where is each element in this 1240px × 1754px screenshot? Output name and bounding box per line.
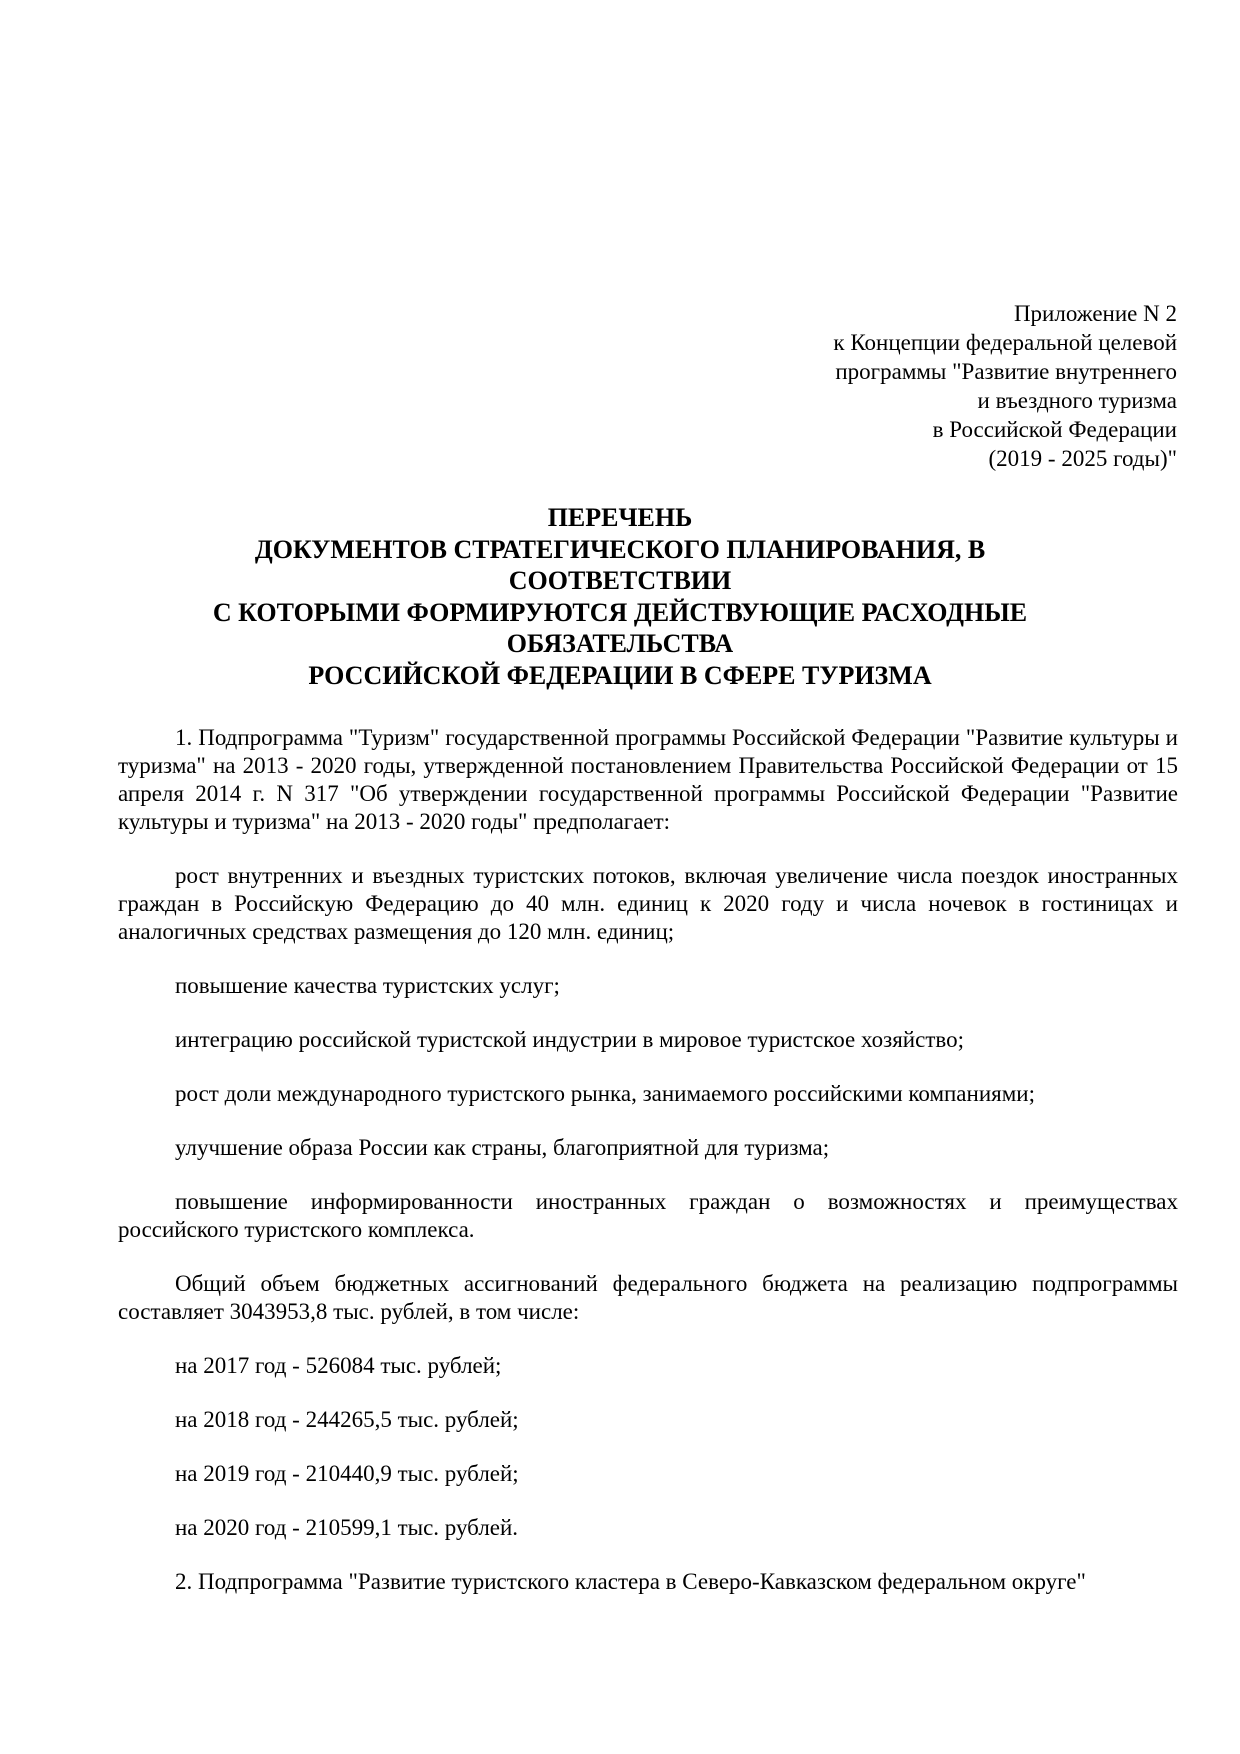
- title-line: С КОТОРЫМИ ФОРМИРУЮТСЯ ДЕЙСТВУЮЩИЕ РАСХОДНЫЕ: [212, 597, 1028, 627]
- paragraph-budget-2018: на 2018 год - 244265,5 тыс. рублей;: [175, 1407, 519, 1432]
- document-body: [118, 724, 1178, 1622]
- appendix-line: и въездного туризма: [977, 388, 1177, 413]
- title-line: РОССИЙСКОЙ ФЕДЕРАЦИИ В СФЕРЕ ТУРИЗМА: [308, 660, 932, 690]
- appendix-line: программы "Развитие внутреннего: [835, 359, 1177, 384]
- paragraph-subprogram-2: 2. Подпрограмма "Развитие туристского кластера в Северо-Кавказском федеральном округе": [175, 1569, 1086, 1594]
- appendix-line: в Российской Федерации: [932, 417, 1177, 442]
- paragraph-budget-2019: на 2019 год - 210440,9 тыс. рублей;: [175, 1461, 519, 1486]
- paragraph-integration: интеграцию российской туристской индустрии в мировое туристское хозяйство;: [175, 1027, 964, 1052]
- document-title: [0, 502, 1240, 691]
- paragraph-awareness: повышение информированности иностранных граждан о возможностях и преимуществах российского туристского комплекса.: [118, 1189, 1178, 1242]
- appendix-line: к Концепции федеральной целевой: [833, 330, 1177, 355]
- appendix-line: Приложение N 2: [1013, 301, 1177, 326]
- paragraph-image: улучшение образа России как страны, благоприятной для туризма;: [175, 1135, 830, 1160]
- appendix-line: (2019 - 2025 годы)": [988, 446, 1177, 471]
- paragraph-budget-2020: на 2020 год - 210599,1 тыс. рублей.: [175, 1515, 519, 1540]
- title-line: ОБЯЗАТЕЛЬСТВА: [506, 629, 734, 658]
- paragraph-budget-total: Общий объем бюджетных ассигнований федерального бюджета на реализацию подпрограммы составляет 3043953,8 тыс. рублей, в том числе:: [118, 1271, 1178, 1324]
- appendix-reference: [833, 299, 1177, 473]
- paragraph-service-quality: повышение качества туристских услуг;: [175, 973, 560, 998]
- paragraph-subprogram-1: 1. Подпрограмма "Туризм" государственной программы Российской Федерации "Развитие культуры и туризма" на 2013 - 2020 годы, утвержденной постановлением Правительства Российской Федерации от 15 апреля 2014 г. N 317 "Об утверждении государственной программы Российской Федерации "Развитие культуры и туризма" на 2013 - 2020 годы" предполагает:: [118, 725, 1178, 834]
- title-line: СООТВЕТСТВИИ: [508, 566, 732, 595]
- title-line: ПЕРЕЧЕНЬ: [547, 503, 693, 532]
- paragraph-tourist-flows: рост внутренних и въездных туристских потоков, включая увеличение числа поездок иностранных граждан в Российскую Федерацию до 40 млн. единиц к 2020 году и числа ночевок в гостиницах и аналогичных средствах размещения до 120 млн. единиц;: [118, 863, 1178, 944]
- paragraph-market-share: рост доли международного туристского рынка, занимаемого российскими компаниями;: [175, 1081, 1035, 1106]
- paragraph-budget-2017: на 2017 год - 526084 тыс. рублей;: [175, 1353, 502, 1378]
- title-line: ДОКУМЕНТОВ СТРАТЕГИЧЕСКОГО ПЛАНИРОВАНИЯ, В: [254, 534, 986, 564]
